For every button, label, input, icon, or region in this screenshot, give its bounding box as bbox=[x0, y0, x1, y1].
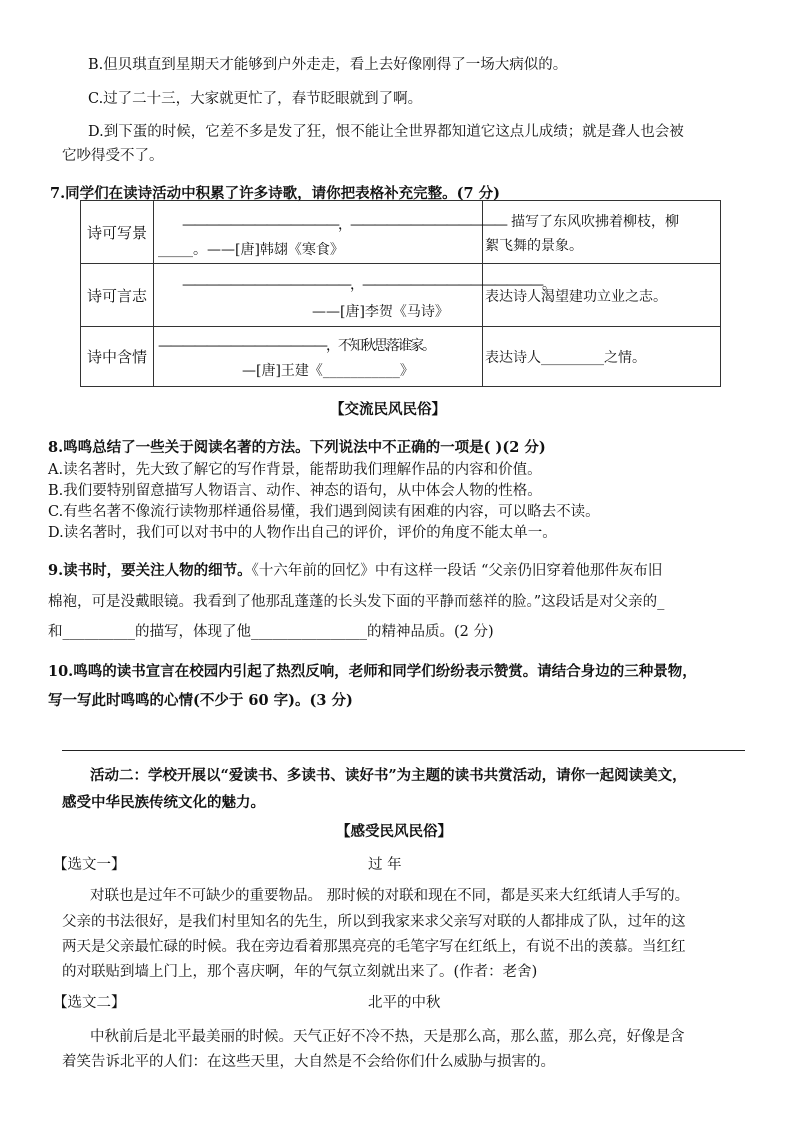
passage-tag: 【选文一】 bbox=[53, 857, 126, 873]
passage-title: 北平的中秋 bbox=[368, 995, 441, 1011]
note-line: 描写了东风吹拂着柳枝，柳 bbox=[511, 214, 679, 230]
q9-line3: 和__________的描写，体现了他________________的精神品质。(2 分) bbox=[48, 624, 494, 640]
poem-blank-line: ——————————————，不知秋思落谁家。 bbox=[158, 338, 434, 354]
category-cell: 诗中含情 bbox=[81, 327, 154, 387]
note-cell bbox=[483, 264, 721, 327]
poem-cell bbox=[154, 264, 554, 327]
category-cell: 诗可写景 bbox=[81, 201, 154, 264]
q10-line2: 写一写此时鸣鸣的心情(不少于 60 字)。(3 分) bbox=[48, 692, 353, 709]
q9-line2: 棉袍，可是没戴眼镜。我看到了他那乱蓬蓬的长头发下面的平静而慈祥的脸。”这段话是对父亲的_ bbox=[48, 594, 665, 610]
note-line: 絮飞舞的景象。 bbox=[485, 238, 583, 254]
poem-blank-line: ——————————————，———————————————。 bbox=[182, 277, 554, 293]
activity2-line1: 活动二：学校开展以“爱读书、多读书、读好书”为主题的读书共赏活动，请你一起阅读美文， bbox=[90, 767, 687, 784]
passage-title: 过 年 bbox=[368, 857, 402, 873]
passage-line: 两天是父亲最忙碌的时候。我在旁边看着那黑亮亮的毛笔字写在红纸上，有说不出的羡慕。当红红 bbox=[62, 939, 686, 955]
q10-line1: 10.鸣鸣的读书宣言在校园内引起了热烈反响，老师和同学们纷纷表示赞赏。请结合身边的三种景物， bbox=[48, 663, 697, 680]
passage-line: 对联也是过年不可缺少的重要物品。 那时候的对联和现在不同，都是买来大红纸请人手写的。 bbox=[90, 888, 690, 904]
q6-option-b: B.但贝琪直到星期天才能够到户外走走，看上去好像刚得了一场大病似的。 bbox=[88, 57, 568, 73]
note-cell bbox=[483, 327, 721, 387]
section-heading: 【感受民风民俗】 bbox=[336, 823, 452, 840]
poem-source: —[唐]王建《___________》 bbox=[242, 363, 414, 379]
q9-line1 bbox=[48, 559, 662, 580]
passage-line: 的对联贴到墙上门上，那个喜庆啊，年的气氛立刻就出来了。(作者：老舍) bbox=[62, 964, 538, 980]
poem-source: ——[唐]李贺《马诗》 bbox=[312, 304, 449, 320]
q8-option-b: B.我们要特别留意描写人物语言、动作、神态的语句，从中体会人物的性格。 bbox=[48, 483, 542, 499]
note-cell bbox=[483, 201, 721, 264]
q7-title: 7.同学们在读诗活动中积累了许多诗歌，请你把表格补充完整。(7 分) bbox=[50, 185, 500, 202]
section-heading: 【交流民风民俗】 bbox=[330, 401, 446, 418]
poem-source: _____。——[唐]韩翃《寒食》 bbox=[158, 242, 344, 258]
activity2-line2: 感受中华民族传统文化的魅力。 bbox=[62, 794, 265, 811]
q6-option-d-line2: 它吵得受不了。 bbox=[62, 148, 164, 164]
poem-blank-line: —————————————，————————————— bbox=[182, 217, 506, 233]
q8-option-a: A.读名著时，先大致了解它的写作背景，能帮助我们理解作品的内容和价值。 bbox=[48, 462, 542, 478]
passage-tag: 【选文二】 bbox=[53, 995, 126, 1011]
q8-option-c: C.有些名著不像流行读物那样通俗易懂，我们遇到阅读有困难的内容，可以略去不读。 bbox=[48, 504, 600, 520]
poem-table bbox=[80, 200, 721, 387]
q9-lead: 9.读书时，要关注人物的细节。 bbox=[48, 562, 252, 579]
note-line: 表达诗人渴望建功立业之志。 bbox=[485, 289, 667, 305]
category-cell: 诗可言志 bbox=[81, 264, 154, 327]
note-line: 表达诗人_________之情。 bbox=[485, 350, 646, 366]
passage-line: 着笑告诉北平的人们：在这些天里，大自然是不会给你们什么威胁与损害的。 bbox=[62, 1054, 555, 1070]
poem-cell bbox=[154, 327, 483, 387]
passage-line: 中秋前后是北平最美丽的时候。天气正好不冷不热，天是那么高，那么蓝，那么亮，好像是含 bbox=[90, 1029, 685, 1045]
table-row bbox=[81, 264, 721, 327]
q6-option-c: C.过了二十三，大家就更忙了，春节眨眼就到了啊。 bbox=[88, 91, 423, 107]
table-row bbox=[81, 327, 721, 387]
passage-line: 父亲的书法很好，是我们村里知名的先生，所以到我家来求父亲写对联的人都排成了队，过年的这 bbox=[62, 914, 686, 930]
q6-option-d-line1: D.到下蛋的时候，它差不多是发了狂，恨不能让全世界都知道它这点儿成绩；就是聋人也会被 bbox=[88, 124, 684, 140]
table-row bbox=[81, 201, 721, 264]
q8-title: 8.鸣鸣总结了一些关于阅读名著的方法。下列说法中不正确的一项是( )(2 分) bbox=[48, 439, 546, 456]
q8-option-d: D.读名著时，我们可以对书中的人物作出自己的评价，评价的角度不能太单一。 bbox=[48, 525, 557, 541]
poem-cell bbox=[154, 201, 506, 264]
q9-text: 《十六年前的回忆》中有这样一段话 “父亲仍旧穿着他那件灰布旧 bbox=[251, 563, 663, 579]
divider bbox=[62, 750, 745, 751]
